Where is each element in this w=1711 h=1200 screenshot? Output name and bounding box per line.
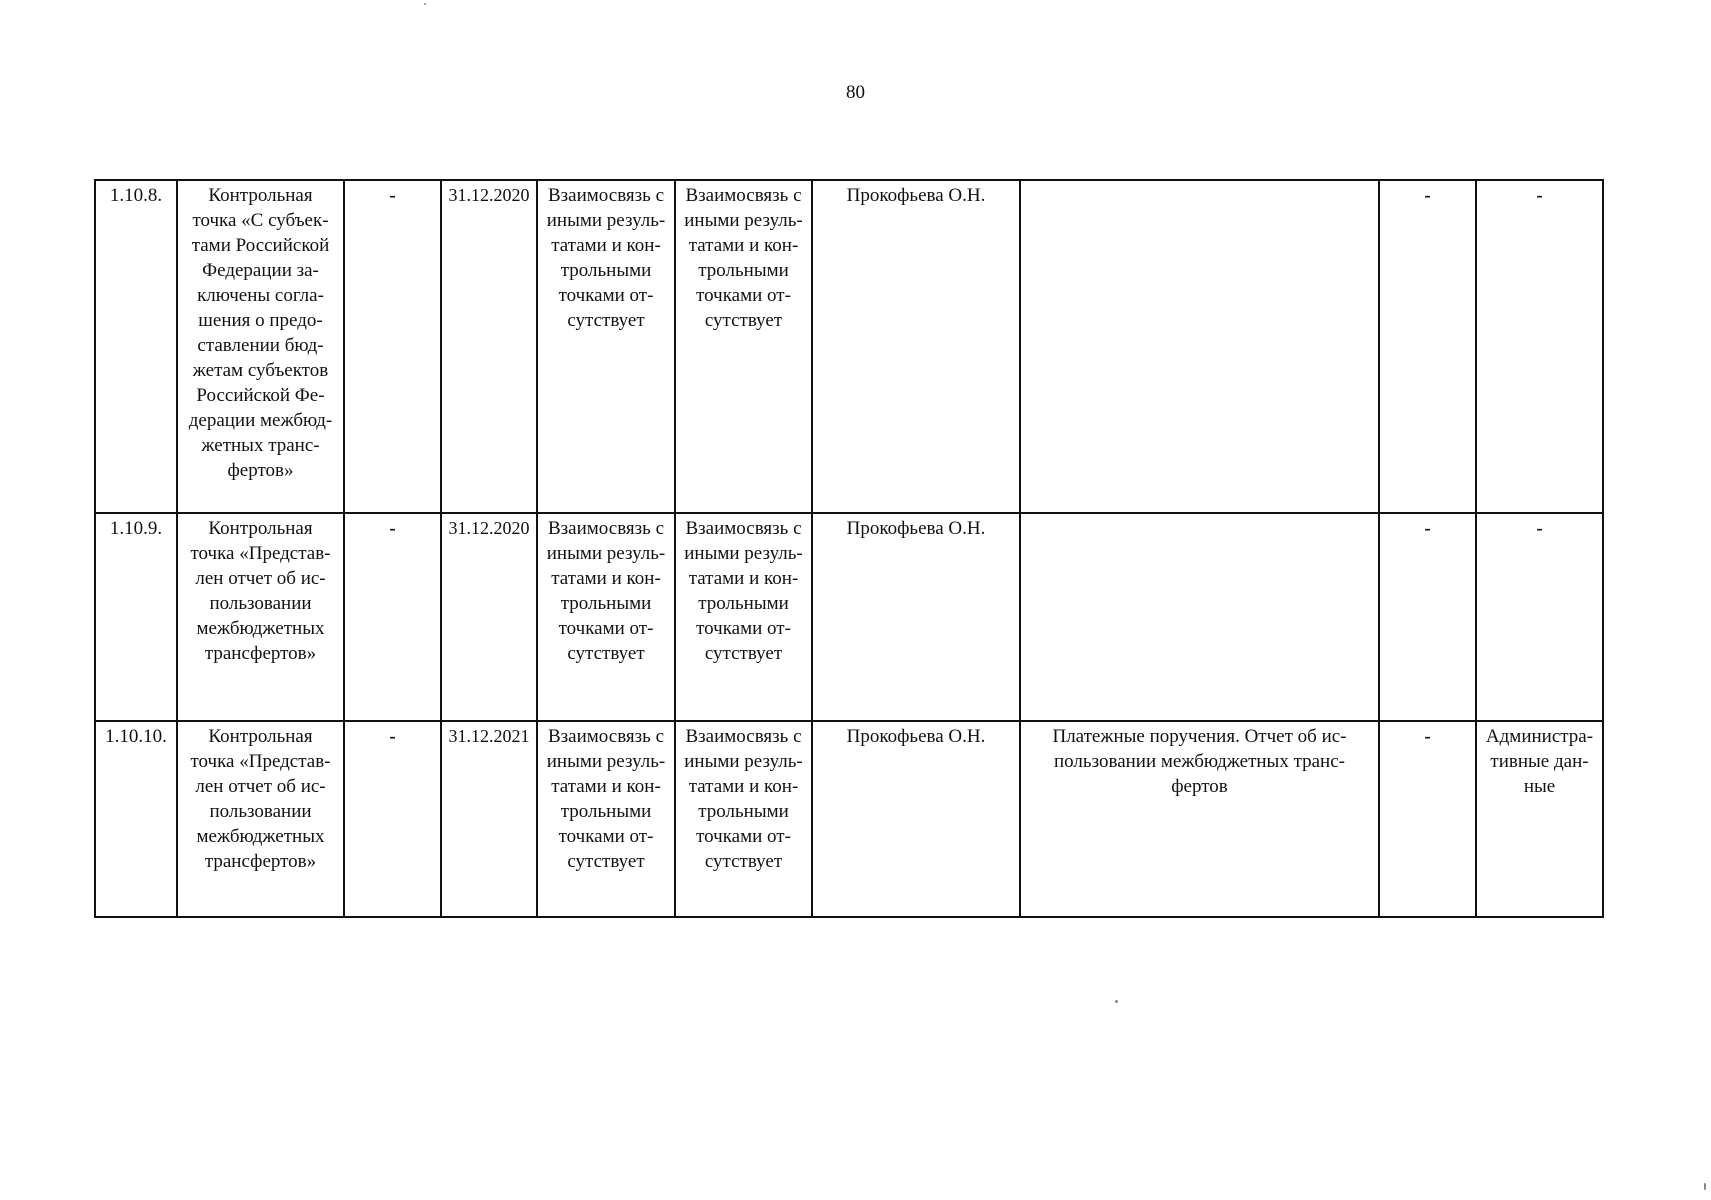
end-date-cell: 31.12.2021 — [441, 721, 537, 917]
document-cell: Платежные поручения. Отчет об ис- пользовании межбюджетных транс- фертов — [1020, 721, 1379, 917]
system-cell: - — [1476, 180, 1603, 513]
start-date-cell: - — [344, 180, 441, 513]
table-row — [95, 721, 1603, 917]
relation-prev-cell: Взаимосвязь с иными резуль- татами и кон- трольными точками от- сутствует — [537, 721, 675, 917]
relation-prev-cell: Взаимосвязь с иными резуль- татами и кон- трольными точками от- сутствует — [537, 180, 675, 513]
relation-next-cell: Взаимосвязь с иными резуль- татами и кон- трольными точками от- сутствует — [675, 721, 812, 917]
relation-prev-cell: Взаимосвязь с иными резуль- татами и кон- трольными точками от- сутствует — [537, 513, 675, 721]
start-date-cell: - — [344, 721, 441, 917]
row-number: 1.10.9. — [95, 513, 177, 721]
scan-speck — [1704, 1183, 1706, 1190]
relation-next-cell: Взаимосвязь с иными резуль- татами и кон- трольными точками от- сутствует — [675, 180, 812, 513]
level-cell: - — [1379, 513, 1476, 721]
scan-speck — [1115, 1000, 1118, 1003]
document-cell — [1020, 180, 1379, 513]
control-points-table — [94, 179, 1604, 918]
system-cell: Администра- тивные дан- ные — [1476, 721, 1603, 917]
system-cell: - — [1476, 513, 1603, 721]
start-date-cell: - — [344, 513, 441, 721]
control-point-title: Контрольная точка «С субъек- тами Российской Федерации за- ключены согла- шения о предо- ставлении бюд- жетам субъектов Российской Фе- дерации межбюд- жетных транс- фертов» — [177, 180, 344, 513]
end-date-cell: 31.12.2020 — [441, 513, 537, 721]
level-cell: - — [1379, 180, 1476, 513]
responsible-cell: Прокофьева О.Н. — [812, 721, 1020, 917]
scan-speck — [424, 3, 426, 5]
relation-next-cell: Взаимосвязь с иными резуль- татами и кон- трольными точками от- сутствует — [675, 513, 812, 721]
table-row — [95, 180, 1603, 513]
responsible-cell: Прокофьева О.Н. — [812, 513, 1020, 721]
level-cell: - — [1379, 721, 1476, 917]
document-cell — [1020, 513, 1379, 721]
control-point-title: Контрольная точка «Представ- лен отчет об ис- пользовании межбюджетных трансфертов» — [177, 513, 344, 721]
control-point-title: Контрольная точка «Представ- лен отчет об ис- пользовании межбюджетных трансфертов» — [177, 721, 344, 917]
page-number: 80 — [846, 82, 865, 103]
row-number: 1.10.10. — [95, 721, 177, 917]
end-date-cell: 31.12.2020 — [441, 180, 537, 513]
responsible-cell: Прокофьева О.Н. — [812, 180, 1020, 513]
table-row — [95, 513, 1603, 721]
row-number: 1.10.8. — [95, 180, 177, 513]
